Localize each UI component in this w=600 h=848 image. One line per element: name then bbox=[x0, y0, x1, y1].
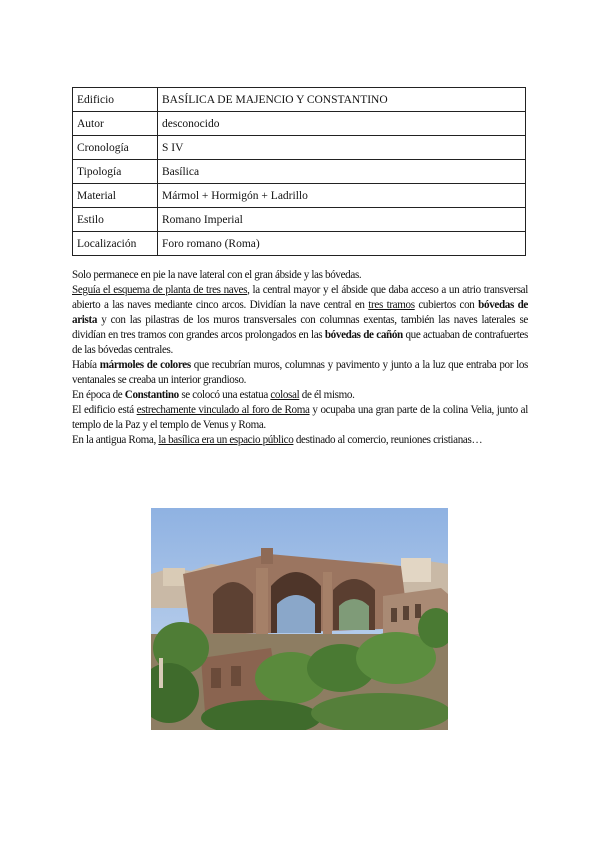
text-span: destinado al comercio, reuniones cristianas… bbox=[293, 434, 483, 446]
paragraph bbox=[72, 403, 528, 433]
text-span: y ocupaba una gran parte de la colina Velia, junto al templo de la Paz y el templo de Venus y Roma. bbox=[72, 404, 528, 431]
row-label-tipologia: Tipología bbox=[73, 160, 158, 184]
table-row bbox=[73, 112, 526, 136]
row-value-estilo: Romano Imperial bbox=[158, 208, 526, 232]
table-row bbox=[73, 160, 526, 184]
table-row bbox=[73, 232, 526, 256]
row-value-autor: desconocido bbox=[158, 112, 526, 136]
pier bbox=[256, 568, 268, 638]
table-row bbox=[73, 208, 526, 232]
row-label-autor: Autor bbox=[73, 112, 158, 136]
window bbox=[391, 608, 397, 622]
row-label-cronologia: Cronología bbox=[73, 136, 158, 160]
text-span: Solo permanece en pie la nave lateral con el gran ábside y las bóvedas. bbox=[72, 269, 362, 281]
row-value-cronologia: S IV bbox=[158, 136, 526, 160]
paragraph bbox=[72, 433, 528, 448]
body-text bbox=[72, 268, 528, 448]
arch bbox=[213, 582, 253, 633]
basilica-illustration bbox=[151, 508, 448, 730]
underlined-text: tres tramos bbox=[368, 299, 415, 311]
row-label-edificio: Edificio bbox=[73, 88, 158, 112]
paragraph bbox=[72, 358, 528, 388]
distant-building bbox=[163, 568, 185, 586]
info-table bbox=[72, 87, 526, 256]
text-span: El edificio está bbox=[72, 404, 137, 416]
distant-building bbox=[401, 558, 431, 582]
row-label-estilo: Estilo bbox=[73, 208, 158, 232]
ruin-detail bbox=[231, 666, 241, 686]
text-span: Había bbox=[72, 359, 100, 371]
basilica-photo bbox=[151, 508, 448, 730]
table-row bbox=[73, 88, 526, 112]
bold-text: mármoles de colores bbox=[99, 359, 191, 371]
paragraph bbox=[72, 283, 528, 358]
text-span: y con las pilastras de los muros transversales con columnas exentas, también las naves laterales se dividían en tres tramos con grandes arcos prolongados en las bbox=[72, 314, 528, 341]
text-span: En época de bbox=[72, 389, 125, 401]
bold-text: Constantino bbox=[124, 389, 179, 401]
paragraph bbox=[72, 388, 528, 403]
window bbox=[415, 604, 421, 618]
row-value-edificio: BASÍLICA DE MAJENCIO Y CONSTANTINO bbox=[158, 88, 526, 112]
text-span: que recubrían muros, columnas y pavimento y junto a la luz que entraba por los ventanales se creaba un interior grandioso. bbox=[72, 359, 528, 386]
text-span: que actuaban de contrafuertes de las bóvedas centrales. bbox=[72, 329, 529, 356]
underlined-text: estrechamente vinculado al foro de Roma bbox=[136, 404, 310, 416]
arch-inner bbox=[339, 599, 369, 630]
row-label-localizacion: Localización bbox=[73, 232, 158, 256]
bold-text: bóvedas de cañón bbox=[324, 329, 403, 341]
underlined-text: la basílica era un espacio público bbox=[158, 434, 294, 446]
paragraph bbox=[72, 268, 528, 283]
text-span: de él mismo. bbox=[299, 389, 355, 401]
upper-wall bbox=[261, 548, 273, 564]
text-span: , la central mayor y el ábside que daba acceso a un atrio transversal abierto a las naves mediante cinco arcos. Dividían la nave central en bbox=[72, 284, 528, 311]
row-value-tipologia: Basílica bbox=[158, 160, 526, 184]
table-row bbox=[73, 136, 526, 160]
row-label-material: Material bbox=[73, 184, 158, 208]
row-value-localizacion: Foro romano (Roma) bbox=[158, 232, 526, 256]
row-value-material: Mármol + Hormigón + Ladrillo bbox=[158, 184, 526, 208]
text-span: En la antigua Roma, bbox=[72, 434, 159, 446]
text-span: se colocó una estatua bbox=[178, 389, 271, 401]
pier bbox=[323, 572, 332, 636]
underlined-text: Seguía el esquema de planta de tres naves bbox=[72, 284, 248, 296]
table-row bbox=[73, 184, 526, 208]
ruin-detail bbox=[211, 668, 221, 688]
column bbox=[159, 658, 163, 688]
arch-inner bbox=[277, 595, 315, 633]
bold-text: bóvedas de arista bbox=[72, 299, 529, 326]
text-span: cubiertos con bbox=[414, 299, 479, 311]
underlined-text: colosal bbox=[270, 389, 300, 401]
window bbox=[403, 606, 409, 620]
